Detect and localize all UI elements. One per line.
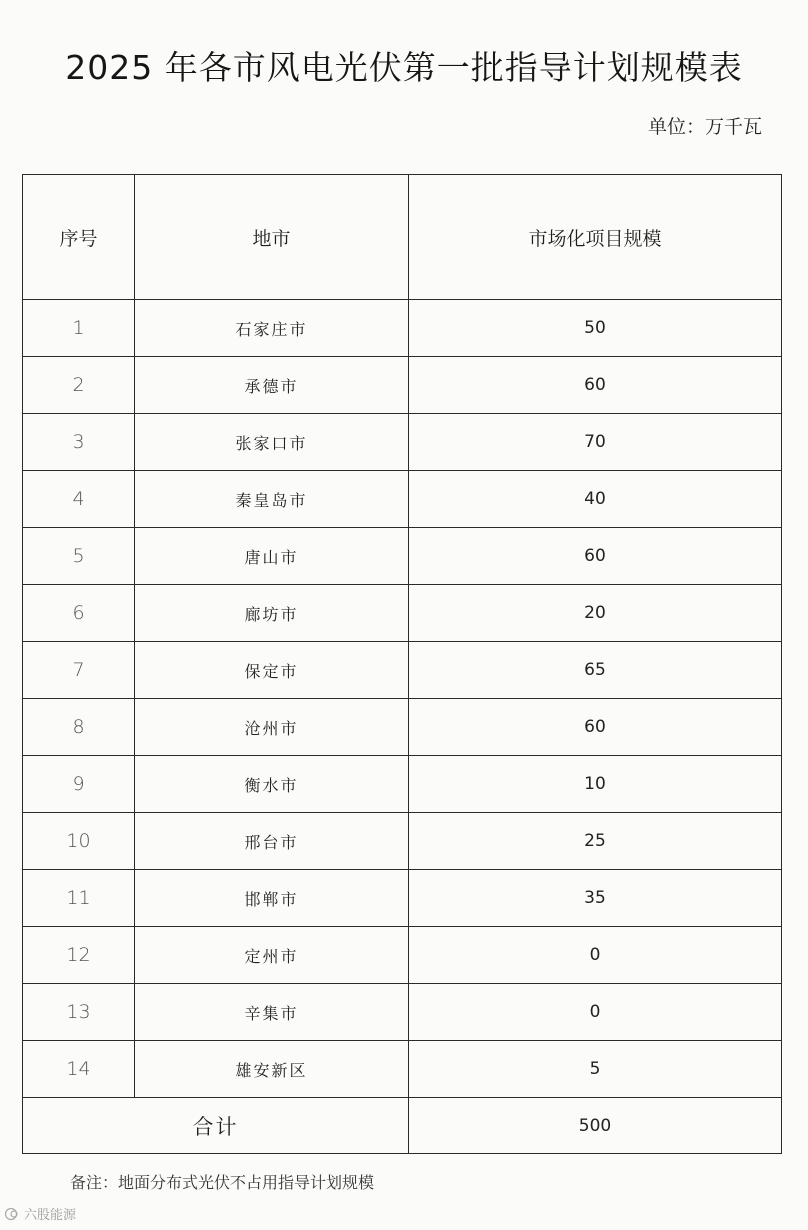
table-row <box>23 756 782 813</box>
table-row <box>23 642 782 699</box>
row-index: 5 <box>23 528 135 585</box>
table-row <box>23 870 782 927</box>
header-scale: 市场化项目规模 <box>409 175 782 300</box>
row-index: 8 <box>23 699 135 756</box>
row-index: 11 <box>23 870 135 927</box>
table-row <box>23 699 782 756</box>
row-city: 张家口市 <box>135 414 409 471</box>
row-index: 9 <box>23 756 135 813</box>
row-city: 衡水市 <box>135 756 409 813</box>
total-value: 500 <box>409 1098 782 1154</box>
row-index: 10 <box>23 813 135 870</box>
table-row <box>23 528 782 585</box>
watermark <box>4 1204 76 1223</box>
row-city: 廊坊市 <box>135 585 409 642</box>
header-city: 地市 <box>135 175 409 300</box>
row-value: 60 <box>409 528 782 585</box>
row-city: 承德市 <box>135 357 409 414</box>
row-city: 雄安新区 <box>135 1041 409 1098</box>
row-index: 7 <box>23 642 135 699</box>
row-index: 4 <box>23 471 135 528</box>
row-value: 10 <box>409 756 782 813</box>
row-city: 石家庄市 <box>135 300 409 357</box>
table-row <box>23 300 782 357</box>
row-city: 保定市 <box>135 642 409 699</box>
table-header-row <box>23 175 782 300</box>
row-city: 邢台市 <box>135 813 409 870</box>
row-index: 12 <box>23 927 135 984</box>
row-value: 25 <box>409 813 782 870</box>
table-row <box>23 414 782 471</box>
table-row <box>23 813 782 870</box>
row-index: 6 <box>23 585 135 642</box>
row-value: 70 <box>409 414 782 471</box>
table-row <box>23 927 782 984</box>
total-row <box>23 1098 782 1154</box>
table-row <box>23 357 782 414</box>
row-value: 50 <box>409 300 782 357</box>
row-city: 辛集市 <box>135 984 409 1041</box>
row-value: 65 <box>409 642 782 699</box>
row-index: 3 <box>23 414 135 471</box>
row-value: 0 <box>409 927 782 984</box>
row-value: 60 <box>409 357 782 414</box>
row-city: 秦皇岛市 <box>135 471 409 528</box>
footnote: 备注：地面分布式光伏不占用指导计划规模 <box>70 1173 375 1192</box>
table-row <box>23 471 782 528</box>
row-value: 60 <box>409 699 782 756</box>
unit-label: 单位：万千瓦 <box>647 116 762 138</box>
row-value: 0 <box>409 984 782 1041</box>
row-city: 唐山市 <box>135 528 409 585</box>
row-index: 2 <box>23 357 135 414</box>
plan-table <box>22 174 782 1154</box>
row-city: 定州市 <box>135 927 409 984</box>
row-value: 20 <box>409 585 782 642</box>
header-index: 序号 <box>23 175 135 300</box>
table-row <box>23 1041 782 1098</box>
row-value: 40 <box>409 471 782 528</box>
watermark-logo-icon <box>4 1207 20 1221</box>
table-row <box>23 984 782 1041</box>
row-index: 13 <box>23 984 135 1041</box>
row-index: 1 <box>23 300 135 357</box>
row-city: 邯郸市 <box>135 870 409 927</box>
row-value: 35 <box>409 870 782 927</box>
total-label: 合计 <box>23 1098 409 1154</box>
row-index: 14 <box>23 1041 135 1098</box>
row-value: 5 <box>409 1041 782 1098</box>
page-title: 2025 年各市风电光伏第一批指导计划规模表 <box>65 48 743 87</box>
row-city: 沧州市 <box>135 699 409 756</box>
table-row <box>23 585 782 642</box>
watermark-text: 六股能源 <box>24 1208 77 1223</box>
